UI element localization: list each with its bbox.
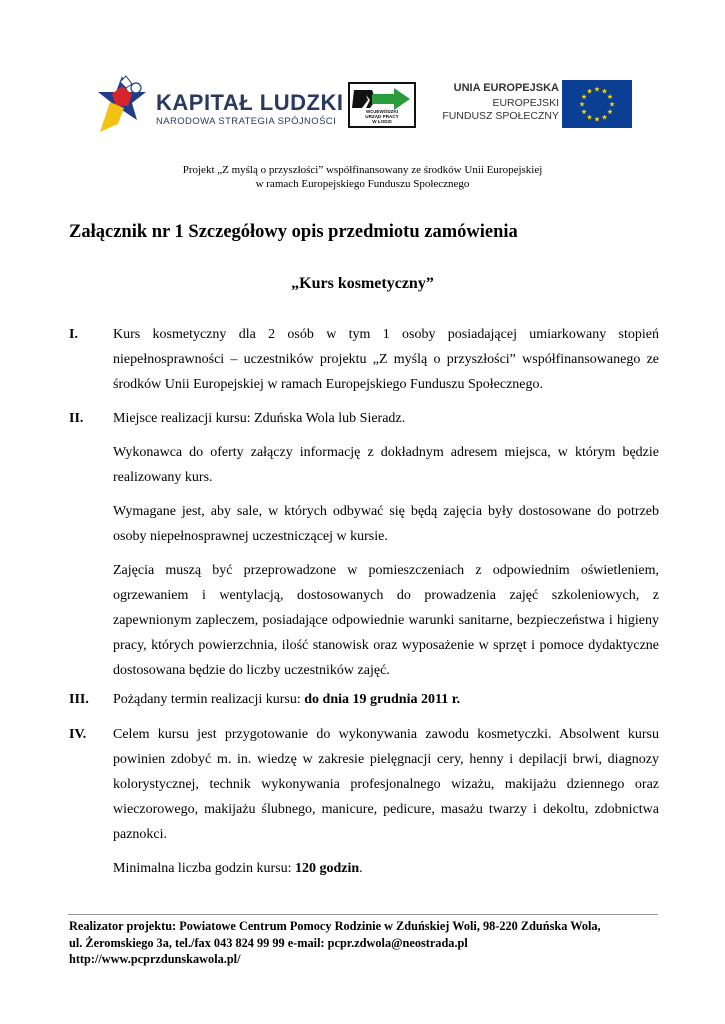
footer [69, 918, 659, 968]
min-hours-suffix: . [359, 861, 363, 876]
deadline-value: do dnia 19 grudnia 2011 r. [304, 692, 461, 707]
section-number: III. [69, 692, 89, 707]
eu-star-icon: ★ [606, 93, 614, 101]
section-paragraph: Wymagane jest, aby sale, w których odbywać się będą zajęcia były dostosowane do potrzeb osoby niepełnosprawnej uczestniczącej w kursie. [113, 504, 659, 544]
kapital-ludzki-title: KAPITAŁ LUDZKI [156, 90, 344, 115]
eu-star-icon: ★ [580, 108, 588, 116]
min-hours-value: 120 godzin [294, 861, 360, 876]
footer-url[interactable]: http://www.pcprzdunskawola.pl/ [69, 952, 241, 966]
document-subtitle: „Kurs kosmetyczny” [291, 275, 434, 292]
footer-line1: Realizator projektu: Powiatowe Centrum Pomocy Rodzinie w Zduńskiej Woli, 98-220 Zduńska Wola, [69, 919, 601, 933]
eu-star-icon: ★ [606, 108, 614, 116]
project-info-line1: Projekt „Z myślą o przyszłości” współfinansowany ze środków Unii Europejskiej [182, 164, 543, 176]
project-info-line2: w ramach Europejskiego Funduszu Społecznego [255, 178, 470, 190]
eu-star-icon: ★ [601, 113, 608, 122]
section-number: IV. [69, 727, 87, 742]
eu-star-icon: ★ [586, 87, 593, 96]
wup-line2: URZĄD PRACY [365, 114, 399, 119]
section-paragraph: Wykonawca do oferty załączy informację z dokładnym adresem miejsca, w którym będzie realizowany kurs. [113, 445, 659, 485]
logo-bar [0, 70, 725, 140]
section-paragraph: Celem kursu jest przygotowanie do wykonywania zawodu kosmetyczki. Absolwent kursu powinien zdobyć m. in. wiedzę w zakresie pielęgnacji cery, henny i depilacji brwi, diagnozy kolorystycznej, technik wykonywania profesjonalnego wizażu, makijażu dziennego oraz wieczorowego, makijażu ślubnego, manicure, pedicure, masażu twarzy i dekoltu, zdobnictwa paznokci. [113, 727, 659, 842]
eu-logo [442, 80, 637, 130]
document-title: Załącznik nr 1 Szczegółowy opis przedmiotu zamówienia [69, 222, 518, 242]
eu-subtitle-2: FUNDUSZ SPOŁECZNY [442, 110, 559, 122]
section-4 [69, 722, 659, 881]
wup-line3: W ŁODZI [372, 119, 392, 124]
section-1 [69, 322, 659, 397]
section-2 [69, 406, 659, 683]
eu-star-icon: ★ [578, 100, 586, 109]
section-number: I. [69, 327, 78, 342]
project-info [0, 163, 725, 191]
eu-star-icon: ★ [593, 115, 601, 124]
section-3 [69, 687, 659, 712]
deadline-label: Pożądany termin realizacji kursu: [113, 692, 305, 707]
footer-line2: ul. Żeromskiego 3a, tel./fax 043 824 99 99 e-mail: pcpr.zdwola@neostrada.pl [69, 935, 468, 950]
eu-star-icon: ★ [593, 85, 601, 94]
wup-logo [348, 82, 416, 128]
kapital-ludzki-emblem-icon [92, 72, 152, 140]
eu-star-icon: ★ [586, 113, 593, 122]
section-paragraph: Kurs kosmetyczny dla 2 osób w tym 1 osoby posiadającej umiarkowany stopień niepełnosprawności – uczestników projektu „Z myślą o przyszłości” współfinansowanego ze środków Unii Europejskiej w ramach Europejskiego Funduszu Społecznego. [113, 327, 659, 392]
section-paragraph: Miejsce realizacji kursu: Zduńska Wola lub Sieradz. [113, 411, 406, 426]
eu-subtitle-1: EUROPEJSKI [492, 97, 559, 109]
eu-star-icon: ★ [601, 87, 608, 96]
section-paragraph: Zajęcia muszą być przeprowadzone w pomieszczeniach z odpowiednim oświetleniem, ogrzewaniem i wentylacją, dostosowanych do prowadzenia zajęć szkoleniowych, z zapewnionym zapleczem, posiadające odpowiednie warunki sanitarne, bezpieczeństwa i higieny pracy, których powierzchnia, ilość stanowisk oraz wyposażenie w sprzęt i pomoce dydaktyczne dostosowana będzie do liczby uczestników zajęć. [113, 563, 659, 678]
kapital-ludzki-subtitle: NARODOWA STRATEGIA SPÓJNOŚCI [156, 116, 337, 127]
min-hours-label: Minimalna liczba godzin kursu: [113, 861, 295, 876]
eu-title: UNIA EUROPEJSKA [453, 82, 559, 94]
wup-text [350, 109, 414, 124]
eu-star-icon: ★ [580, 93, 588, 101]
kapital-ludzki-logo [92, 72, 344, 140]
footer-divider [68, 914, 658, 915]
section-number: II. [69, 411, 84, 426]
eu-flag-icon [562, 80, 632, 128]
wup-line1: WOJEWÓDZKI [365, 109, 399, 114]
eu-star-icon: ★ [608, 100, 616, 109]
